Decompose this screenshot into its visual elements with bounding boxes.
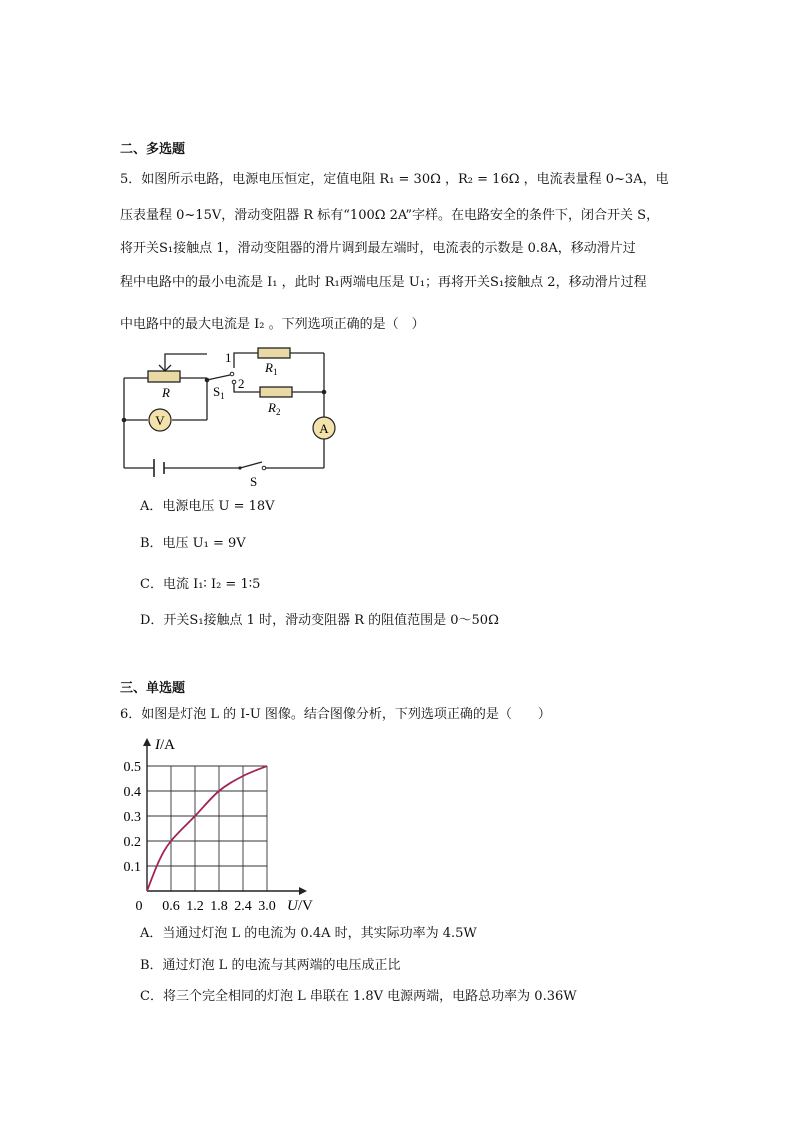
q6-option-b: B．通过灯泡 L 的电流与其两端的电压成正比 [140,958,401,973]
y-tick-label: 0.1 [123,860,141,875]
q6-stem: 6．如图是灯泡 L 的 I-U 图像。结合图像分析，下列选项正确的是（ ） [120,707,551,722]
q6-option-a: A．当通过灯泡 L 的电流为 0.4A 时，其实际功率为 4.5W [140,926,477,941]
q5-stem-line-4: 程中电路中的最小电流是 I₁ ，此时 R₁两端电压是 U₁；再将开关S₁接触点 2，移动滑片过程 [120,275,647,290]
iu-curve [147,766,267,891]
x-tick-label: 2.4 [234,899,252,914]
origin-label: 0 [135,899,143,914]
q5-option-a: A．电源电压 U = 18V [140,499,275,514]
x-tick-label: 1.8 [210,899,228,914]
q6-option-c: C．将三个完全相同的灯泡 L 串联在 1.8V 电源两端，电路总功率为 0.36W [140,989,577,1004]
y-tick-label: 0.4 [123,785,141,800]
voltmeter-label: V [155,413,165,428]
y-tick-label: 0.5 [123,760,141,775]
x-tick-label: 3.0 [258,899,276,914]
contact-2-label: 2 [238,376,245,391]
ammeter-label: A [319,421,329,436]
x-tick-label: 0.6 [162,899,180,914]
q5-option-c: C．电流 I₁∶ I₂ = 1∶5 [140,577,261,592]
rheostat-label: R [162,385,170,400]
x-axis-label: U/V [287,898,313,914]
x-axis-arrow [299,887,307,895]
y-axis-arrow [143,738,151,746]
switch-s-label: S [250,474,258,489]
q5-option-b: B．电压 U₁ = 9V [140,536,246,551]
q5-option-d: D．开关S₁接触点 1 时，滑动变阻器 R 的阻值范围是 0～50Ω [140,613,499,628]
y-axis-label: I/A [155,737,175,753]
chart-axes [143,738,307,895]
y-tick-label: 0.2 [123,835,141,850]
y-tick-label: 0.3 [123,810,141,825]
circuit-diagram [110,340,350,500]
q5-stem-line-5: 中电路中的最大电流是 I₂ 。下列选项正确的是（ ） [120,317,425,332]
section-heading-multi-choice: 二、多选题 [120,142,186,157]
q5-stem-line-1: 5．如图所示电路，电源电压恒定，定值电阻 R₁ = 30Ω ，R₂ = 16Ω ，电流表量程 0~3A，电 [120,172,669,187]
switch-s1-label: $S_1$ [213,384,225,401]
q5-stem-line-2: 压表量程 0~15V，滑动变阻器 R 标有“100Ω 2A”字样。在电路安全的条件下，闭合开关 S， [120,208,660,223]
chart-grid [147,766,267,891]
iu-chart [110,728,340,918]
x-tick-label: 1.2 [186,899,204,914]
section-heading-single-choice: 三、单选题 [120,681,186,696]
contact-1-label: 1 [225,350,232,365]
r1-label: $R_1$ [265,360,278,377]
r2-label: $R_2$ [268,400,281,417]
q5-stem-line-3: 将开关S₁接触点 1，滑动变阻器的滑片调到最左端时，电流表的示数是 0.8A，移动滑片过 [120,241,636,256]
